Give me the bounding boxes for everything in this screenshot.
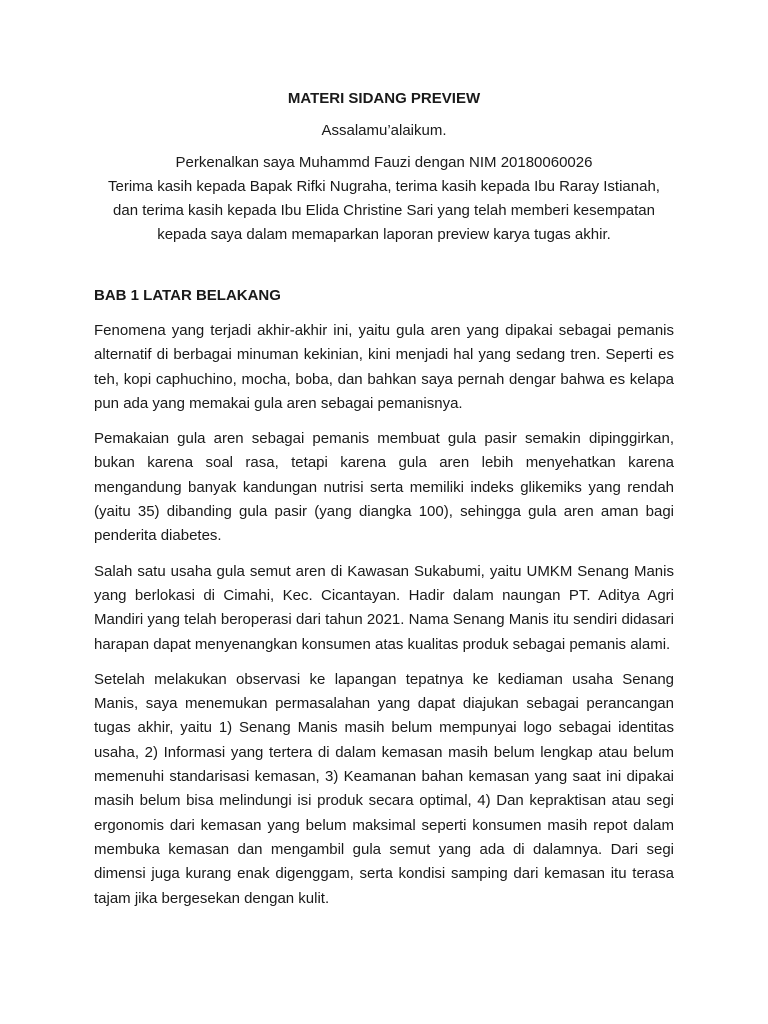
paragraph-fenomena: Fenomena yang terjadi akhir-akhir ini, yaitu gula aren yang dipakai sebagai pemanis alternatif di berbagai minuman kekinian, kini menjadi hal yang sedang tren. Seperti es teh, kopi caphuchino, mocha, boba, dan bahkan saya pernah dengar bahwa es kelapa pun ada yang memakai gula aren sebagai pemanisnya. bbox=[94, 322, 674, 412]
intro-block bbox=[94, 151, 674, 247]
document-title: MATERI SIDANG PREVIEW bbox=[287, 90, 481, 107]
section-heading: BAB 1 LATAR BELAKANG bbox=[94, 287, 281, 304]
paragraph-observasi: Setelah melakukan observasi ke lapangan tepatnya ke kediaman usaha Senang Manis, saya menemukan permasalahan yang dapat diajukan sebagai perancangan tugas akhir, yaitu 1) Senang Manis masih belum mempunyai logo sebagai identitas usaha, 2) Informasi yang tertera di dalam kemasan masih belum lengkap atau belum memenuhi standarisasi kemasan, 3) Keamanan bahan kemasan yang saat ini dipakai masih belum bisa melindungi isi produk secara optimal, 4) Dan kepraktisan atau segi ergonomis dari kemasan yang belum maksimal seperti konsumen masih repot dalam membuka kemasan dan mengambil gula semut yang ada di dalamnya. Dari segi dimensi juga kurang enak digenggam, serta kondisi samping dari kemasan itu terasa tajam jika bergesekan dengan kulit. bbox=[94, 670, 674, 907]
intro-line-name: Perkenalkan saya Muhammd Fauzi dengan NIM 20180060026 bbox=[175, 154, 593, 171]
paragraph-usaha: Salah satu usaha gula semut aren di Kawasan Sukabumi, yaitu UMKM Senang Manis yang berlokasi di Cimahi, Kec. Cicantayan. Hadir dalam naungan PT. Aditya Agri Mandiri yang telah beroperasi dari tahun 2021. Nama Senang Manis itu sendiri didasari harapan dapat menyenangkan konsumen atas kualitas produk sebagai pemanis alami. bbox=[94, 562, 674, 653]
paragraph-pemakaian: Pemakaian gula aren sebagai pemanis membuat gula pasir semakin dipinggirkan, bukan karena soal rasa, tetapi karena gula aren lebih menyehatkan karena mengandung banyak kandungan nutrisi serta memiliki indeks glikemiks yang rendah (yaitu 35) dibanding gula pasir (yang diangka 100), sehingga gula aren aman bagi penderita diabetes. bbox=[94, 430, 674, 545]
greeting-text: Assalamu’alaikum. bbox=[321, 122, 447, 139]
intro-line-thanks: Terima kasih kepada Bapak Rifki Nugraha, terima kasih kepada Ibu Raray Istianah, dan terima kasih kepada Ibu Elida Christine Sari yang telah memberi kesempatan kepada saya dalam memaparkan laporan preview karya tugas akhir. bbox=[108, 178, 660, 243]
